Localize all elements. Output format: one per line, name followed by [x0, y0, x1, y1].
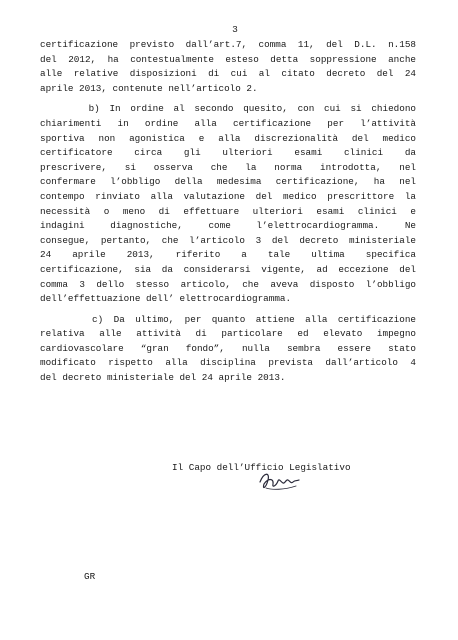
text-line: consegue, pertanto, che l’articolo 3 del decreto ministeriale — [40, 234, 416, 246]
text-line: certificazione, sia da considerarsi vigente, ad eccezione del — [40, 263, 416, 275]
text-line: contempo rinviato alla valutazione del medico prescrittore la — [40, 190, 416, 202]
handwritten-signature — [256, 468, 302, 494]
text-line: cardiovascolare “gran fondo”, nulla sembra essere stato — [40, 342, 416, 354]
text-line: relativa alle attività di particolare ed elevato impegno — [40, 328, 416, 340]
text-line: chiarimenti in ordine alla certificazione per l’attività — [40, 117, 416, 129]
body-text — [40, 38, 416, 386]
text-line: prescrivere, si osserva che la norma introdotta, nel — [40, 161, 416, 173]
text-line: alle relative disposizioni di cui al citato decreto del 24 — [40, 68, 416, 80]
text-line: necessità o meno di effettuare ulteriori esami clinici e — [40, 205, 416, 217]
signer-title: Il Capo dell’Ufficio Legislativo — [172, 462, 351, 473]
text-line: indagini diagnostiche, come l’elettrocardiogramma. Ne — [40, 220, 416, 232]
paragraph-soppressione — [40, 38, 416, 96]
text-line: modificato rispetto alla disciplina prevista dall’articolo 4 — [40, 357, 416, 369]
text-line: comma 3 dello stesso articolo, che aveva disposto l’obbligo — [40, 278, 416, 290]
text-line: sportiva non agonistica e alla discrezionalità del medico — [40, 132, 416, 144]
text-line: certificatore circa gli ulteriori esami clinici da — [40, 147, 416, 159]
page-number: 3 — [232, 24, 238, 35]
paragraph-point-b — [40, 102, 416, 306]
author-initials: GR — [84, 571, 96, 582]
text-line: certificazione previsto dall’art.7, comma 11, del D.L. n.158 — [40, 39, 416, 50]
text-line: del decreto ministeriale del 24 aprile 2013. — [40, 372, 286, 384]
text-line: del 2012, ha contestualmente esteso detta soppressione anche — [40, 53, 416, 65]
text-line: b) In ordine al secondo quesito, con cui si chiedono — [40, 103, 416, 115]
text-line: confermare l’obbligo della medesima certificazione, ha nel — [40, 176, 416, 188]
paragraph-point-c — [40, 313, 416, 386]
text-line: aprile 2013, contenute nell’articolo 2. — [40, 82, 258, 94]
text-line: c) Da ultimo, per quanto attiene alla certificazione — [40, 313, 416, 325]
text-line: dell’effettuazione dell’ elettrocardiogramma. — [40, 293, 292, 305]
text-line: 24 aprile 2013, riferito a tale ultima specifica — [40, 249, 416, 261]
